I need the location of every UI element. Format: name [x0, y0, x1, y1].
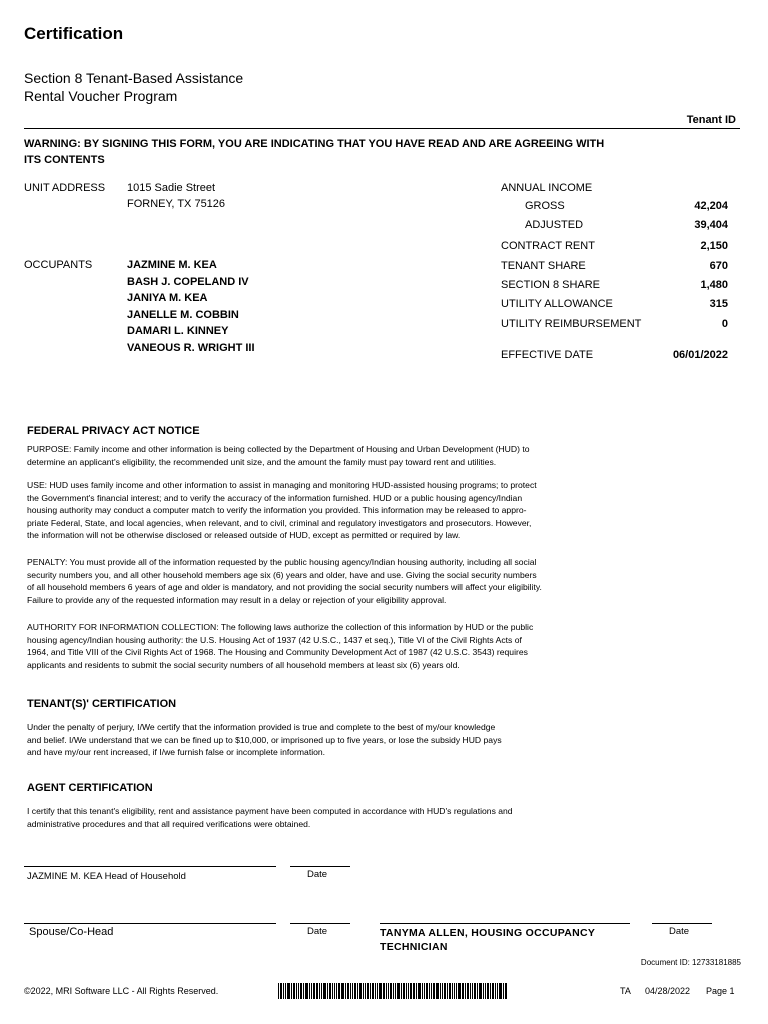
paragraph-line: security numbers you, and all other household members age six (6) years and older, have and use. Giving the social security numbers: [27, 569, 537, 580]
privacy-purpose-paragraph: [27, 443, 647, 468]
occupant-name: JANELLE M. COBBIN: [127, 309, 239, 321]
unit-address-line1: 1015 Sadie Street: [127, 182, 216, 194]
privacy-use-paragraph: [27, 479, 647, 542]
paragraph-line: PURPOSE: Family income and other information is being collected by the Department of Housing and Urban Development (HUD) to: [27, 444, 530, 454]
program-subtitle-1: Section 8 Tenant-Based Assistance: [24, 70, 244, 86]
footer-date: 04/28/2022: [645, 986, 691, 996]
agent-signature-line[interactable]: [380, 923, 630, 924]
agent-name: TANYMA ALLEN, HOUSING OCCUPANCY TECHNICIAN: [380, 927, 596, 953]
privacy-penalty-paragraph: [27, 556, 647, 606]
adjusted-income-value: 39,404: [694, 219, 728, 231]
program-subtitle-2: Rental Voucher Program: [24, 88, 178, 104]
date-line-3[interactable]: [652, 923, 712, 924]
annual-income-label: ANNUAL INCOME: [501, 182, 593, 194]
paragraph-line: the Government's financial interest; and to verify the accuracy of the information furnished. HUD or a public housing agency/Indian: [27, 492, 523, 503]
contract-rent-label: CONTRACT RENT: [501, 240, 595, 252]
agent-certification-text: [27, 805, 647, 830]
header-divider: [24, 128, 740, 129]
barcode: [278, 983, 534, 999]
date-line-2[interactable]: [290, 923, 350, 924]
paragraph-line: administrative procedures and that all required verifications were obtained.: [27, 818, 311, 829]
spouse-signature-line[interactable]: [24, 923, 276, 924]
footer-ta: TA: [620, 986, 631, 996]
page-title: Certification: [24, 24, 124, 43]
paragraph-line: housing authority may conduct a computer match to verify the information you provided. This information may be released to appro-: [27, 505, 527, 516]
paragraph-line: applicants and residents to submit the social security numbers of all household members at least six (6) years old.: [27, 659, 460, 670]
paragraph-line: and belief. I/We understand that we can be fined up to $10,000, or imprisoned up to five years, or lose the subsidy HUD pays: [27, 734, 502, 745]
privacy-notice-heading: FEDERAL PRIVACY ACT NOTICE: [27, 425, 200, 437]
privacy-authority-paragraph: [27, 621, 647, 671]
paragraph-line: USE: HUD uses family income and other information to assist in managing and monitoring HUD-assisted housing programs; to protect: [27, 480, 537, 490]
warning-text: WARNING: BY SIGNING THIS FORM, YOU ARE INDICATING THAT YOU HAVE READ AND ARE AGREEING WITH ITS CONTENTS: [24, 138, 605, 166]
date-label-3: Date: [669, 926, 690, 937]
agent-certification-heading: AGENT CERTIFICATION: [27, 782, 153, 794]
section8-share-label: SECTION 8 SHARE: [501, 279, 601, 291]
date-line-1[interactable]: [290, 866, 350, 867]
unit-address-label: UNIT ADDRESS: [24, 182, 106, 194]
paragraph-line: the information will not be otherwise disclosed or released outside of HUD, except as permitted or required by law.: [27, 530, 461, 541]
occupants-label: OCCUPANTS: [24, 259, 93, 271]
utility-allowance-value: 315: [709, 298, 728, 310]
effective-date-value: 06/01/2022: [672, 349, 728, 361]
footer-page: Page 1: [706, 986, 735, 996]
paragraph-line: I certify that this tenant's eligibility, rent and assistance payment have been computed in accordance with HUD's regulations and: [27, 806, 513, 816]
paragraph-line: and have my/our rent increased, if I/we furnish false or incomplete information.: [27, 747, 326, 758]
tenant-certification-heading: TENANT(S)' CERTIFICATION: [27, 698, 177, 710]
paragraph-line: PENALTY: You must provide all of the information requested by the public housing agency/Indian housing authority, including all social: [27, 557, 537, 567]
tenant-id-label: Tenant ID: [686, 114, 736, 126]
unit-address-line2: FORNEY, TX 75126: [127, 198, 226, 210]
occupant-name: JAZMINE M. KEA: [127, 259, 217, 271]
date-label-1: Date: [307, 869, 328, 880]
paragraph-line: determine an applicant's eligibility, the recommended unit size, and the amount the family must pay toward rent and utilities.: [27, 456, 497, 467]
date-label-2: Date: [307, 926, 328, 937]
utility-reimbursement-label: UTILITY REIMBURSEMENT: [501, 318, 642, 330]
gross-income-label: GROSS: [525, 200, 565, 212]
paragraph-line: of all household members 6 years of age and older is mandatory, and not providing the social security numbers will affect your eligibility.: [27, 582, 542, 593]
gross-income-value: 42,204: [694, 200, 728, 212]
occupant-name: VANEOUS R. WRIGHT III: [127, 342, 255, 354]
head-of-household-signature-line[interactable]: [24, 866, 276, 867]
tenant-certification-text: [27, 721, 647, 759]
paragraph-line: housing agency/Indian housing authority: the U.S. Housing Act of 1937 (42 U.S.C., 1437 et seq.), Title VI of the Civil Rights Acts of: [27, 634, 522, 645]
adjusted-income-label: ADJUSTED: [525, 219, 584, 231]
paragraph-line: Under the penalty of perjury, I/We certify that the information provided is true and complete to the best of my/our knowledge: [27, 722, 496, 732]
head-of-household-label: JAZMINE M. KEA Head of Household: [27, 871, 186, 882]
tenant-share-label: TENANT SHARE: [501, 260, 586, 272]
utility-allowance-label: UTILITY ALLOWANCE: [501, 298, 613, 310]
occupant-name: BASH J. COPELAND IV: [127, 276, 249, 288]
spouse-label: Spouse/Co-Head: [29, 926, 114, 938]
contract-rent-value: 2,150: [700, 240, 728, 252]
paragraph-line: Failure to provide any of the requested information may result in a delay or rejection of your eligibility approval.: [27, 594, 447, 605]
occupant-name: JANIYA M. KEA: [127, 292, 208, 304]
paragraph-line: priate Federal, State, and local agencies, when relevant, and to civil, criminal and regulatory investigators and prosecutors. However,: [27, 517, 532, 528]
effective-date-label: EFFECTIVE DATE: [501, 349, 594, 361]
paragraph-line: AUTHORITY FOR INFORMATION COLLECTION: The following laws authorize the collection of this information by HUD or the public: [27, 622, 534, 632]
tenant-share-value: 670: [709, 260, 728, 272]
occupant-name: DAMARI L. KINNEY: [127, 325, 229, 337]
copyright-text: ©2022, MRI Software LLC - All Rights Reserved.: [24, 986, 219, 996]
document-id: Document ID: 12733181885: [640, 958, 741, 967]
utility-reimbursement-value: 0: [721, 318, 728, 330]
section8-share-value: 1,480: [700, 279, 728, 291]
paragraph-line: 1964, and Title VIII of the Civil Rights Act of 1968. The Housing and Community Development Act of 1987 (42 U.S.C. 3543) requires: [27, 647, 528, 658]
